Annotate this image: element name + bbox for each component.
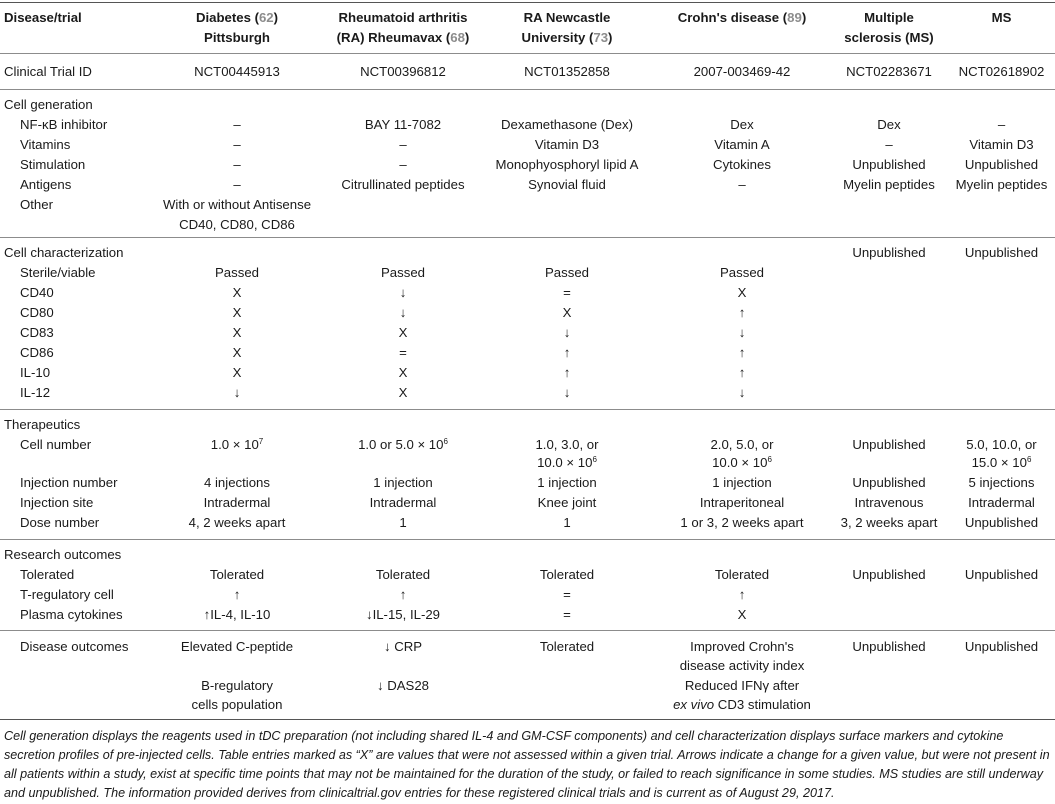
- table-cell: 1: [563, 515, 571, 530]
- char-unpublished-ms2: Unpublished: [964, 245, 1039, 260]
- table-cell: 4 injections: [204, 475, 270, 490]
- cell-number-6a: 5.0, 10.0, or: [966, 437, 1037, 452]
- table-cell: =: [399, 345, 407, 360]
- table-cell: ↑: [399, 587, 407, 602]
- table-top-rule: [0, 2, 1055, 3]
- cell-number-6b: $15.0 \times 10^6$: [971, 455, 1032, 470]
- disease-c4-b1: Reduced IFNγ after: [684, 678, 800, 693]
- ref-68[interactable]: 68: [450, 30, 465, 45]
- table-cell: 3, 2 weeks apart: [840, 515, 938, 530]
- disease-c2-b: ↓ DAS28: [376, 678, 430, 693]
- table-cell: X: [398, 365, 408, 380]
- table-cell: BAY 11-7082: [364, 117, 442, 132]
- table-cell: Intradermal: [968, 495, 1035, 510]
- table-cell: Intradermal: [369, 495, 437, 510]
- trial-id-6: NCT02618902: [958, 64, 1045, 79]
- cell-number-1: $1.0 \times 10^7$: [210, 437, 264, 452]
- section-rule: [0, 409, 1055, 410]
- stimulation-label: Stimulation: [20, 157, 86, 172]
- cell-number-3b: $10.0 \times 10^6$: [537, 455, 597, 470]
- section-rule: [0, 630, 1055, 631]
- table-cell: Monophyosphoryl lipid A: [495, 157, 639, 172]
- table-cell: ↑: [563, 365, 571, 380]
- other-line1: With or without Antisense: [162, 197, 312, 212]
- table-cell: Intraperitoneal: [699, 495, 785, 510]
- trial-id-4: 2007-003469-42: [693, 64, 791, 79]
- table-cell: –: [233, 117, 241, 132]
- ref-89[interactable]: 89: [787, 10, 802, 25]
- dose-number-label: Dose number: [20, 515, 100, 530]
- table-cell: =: [563, 285, 571, 300]
- table-cell: Unpublished: [964, 515, 1039, 530]
- table-cell: –: [885, 137, 893, 152]
- disease-c3: Tolerated: [539, 639, 595, 654]
- table-cell: Dexamethasone (Dex): [501, 117, 633, 132]
- table-cell: Myelin peptides: [843, 177, 935, 192]
- table-cell: 1 injection: [373, 475, 433, 490]
- disease-c1-a: Elevated C-peptide: [180, 639, 294, 654]
- header-sclerosis: sclerosis (MS): [844, 30, 934, 45]
- table-cell: Passed: [545, 265, 589, 280]
- header-multiple: Multiple: [864, 10, 914, 25]
- ref-62[interactable]: 62: [258, 10, 274, 25]
- table-cell: X: [232, 305, 242, 320]
- cell-number-3a: 1.0, 3.0, or: [535, 437, 599, 452]
- table-cell: =: [563, 607, 571, 622]
- header-disease-trial: Disease/trial: [4, 10, 82, 25]
- table-cell: –: [738, 177, 746, 192]
- table-cell: –: [233, 157, 241, 172]
- table-cell: Vitamin D3: [534, 137, 600, 152]
- table-cell: ↑IL-4, IL-10: [203, 607, 271, 622]
- cell-number-label: Cell number: [20, 437, 92, 452]
- trial-id-1: NCT00445913: [194, 64, 280, 79]
- char-unpublished-ms1: Unpublished: [852, 245, 926, 260]
- table-footnote: Cell generation displays the reagents used in tDC preparation (not including shared IL-4 and GM-CSF components) and cell characterization displays surface markers and cytokine secretion profiles of pre-injected cells. Table entries marked as “X” are values that were not assessed within a given trial. Arrows indicate a change for a given value, but were not present in all patients within a study, exist at specific time points that may not be maintained for the duration of the study, or failed to reach significance in some studies. MS studies are still underway and unpublished. The information provided derives from clinicaltrial.gov entries for these registered clinical trials and is current as of August 29, 2017.: [4, 729, 1050, 800]
- table-cell: ↓: [738, 385, 746, 400]
- cell-number-4a: 2.0, 5.0, or: [710, 437, 774, 452]
- disease-c2-a: ↓ CRP: [383, 639, 423, 654]
- antigens-label: Antigens: [20, 177, 72, 192]
- table-cell: Unpublished: [852, 567, 926, 582]
- table-cell: Unpublished: [852, 475, 926, 490]
- section-rule: [0, 539, 1055, 540]
- table-cell: Tolerated: [375, 567, 431, 582]
- vitamins-label: Vitamins: [20, 137, 71, 152]
- table-cell: X: [562, 305, 572, 320]
- section-title: Research outcomes: [4, 547, 122, 562]
- table-cell: Citrullinated peptides: [341, 177, 465, 192]
- table-cell: ↑: [738, 365, 746, 380]
- table-cell: Vitamin D3: [969, 137, 1034, 152]
- table-cell: X: [398, 325, 408, 340]
- table-cell: Dex: [877, 117, 901, 132]
- char-row-label: IL-10: [20, 365, 51, 380]
- table-cell: –: [233, 177, 241, 192]
- table-cell: X: [232, 325, 242, 340]
- table-cell: Tolerated: [714, 567, 770, 582]
- table-cell: ↓: [738, 325, 746, 340]
- table-cell: 1: [399, 515, 407, 530]
- table-cell: ↓: [399, 305, 407, 320]
- table-cell: ↓: [399, 285, 407, 300]
- disease-c4-a2: disease activity index: [679, 658, 805, 673]
- cell-number-2: 1.0 or $5.0 \times 10^6$: [358, 437, 448, 452]
- table-bottom-rule: [0, 719, 1055, 720]
- treg-label: T-regulatory cell: [20, 587, 114, 602]
- table-cell: =: [563, 587, 571, 602]
- trial-id-3: NCT01352858: [524, 64, 610, 79]
- cell-number-4b: $10.0 \times 10^6$: [712, 455, 772, 470]
- disease-outcomes-label: Disease outcomes: [20, 639, 129, 654]
- disease-c1-b2: cells population: [191, 697, 283, 712]
- char-row-label: CD86: [20, 345, 54, 360]
- table-cell: ↑: [738, 345, 746, 360]
- disease-c6: Unpublished: [964, 639, 1039, 654]
- header-university: University (73): [521, 30, 613, 45]
- table-cell: Unpublished: [852, 157, 926, 172]
- cell-number-5: Unpublished: [852, 437, 926, 452]
- trial-id-2: NCT00396812: [360, 64, 446, 79]
- table-cell: Passed: [381, 265, 425, 280]
- table-cell: Unpublished: [964, 157, 1039, 172]
- cytokines-label: Plasma cytokines: [20, 607, 123, 622]
- table-cell: 4, 2 weeks apart: [188, 515, 286, 530]
- disease-c5: Unpublished: [852, 639, 926, 654]
- char-row-label: IL-12: [20, 385, 51, 400]
- table-cell: Knee joint: [537, 495, 597, 510]
- table-cell: Tolerated: [539, 567, 595, 582]
- table-cell: Cytokines: [713, 157, 771, 172]
- table-cell: X: [398, 385, 408, 400]
- section-title: Cell characterization: [4, 245, 124, 260]
- header-ms: MS: [991, 10, 1012, 25]
- table-cell: Myelin peptides: [955, 177, 1048, 192]
- disease-c1-b1: B-regulatory: [201, 678, 273, 693]
- table-cell: Unpublished: [964, 567, 1039, 582]
- table-cell: –: [233, 137, 241, 152]
- injection-number-label: Injection number: [20, 475, 118, 490]
- table-cell: ↑: [563, 345, 571, 360]
- table-cell: ↑: [738, 587, 746, 602]
- table-cell: ↓: [563, 385, 571, 400]
- table-cell: –: [399, 157, 407, 172]
- header-crohns: Crohn's disease (89): [677, 10, 807, 25]
- table-cell: –: [997, 117, 1006, 132]
- table-cell: X: [737, 285, 747, 300]
- section-title: Cell generation: [4, 97, 93, 112]
- char-row-label: CD80: [20, 305, 54, 320]
- trial-id-label: Clinical Trial ID: [4, 64, 92, 79]
- table-cell: Tolerated: [209, 567, 265, 582]
- table-cell: ↓: [233, 385, 241, 400]
- section-rule: [0, 89, 1055, 90]
- char-row-label: CD83: [20, 325, 54, 340]
- injection-site-label: Injection site: [20, 495, 94, 510]
- char-row-label: Sterile/viable: [20, 265, 96, 280]
- trial-id-5: NCT02283671: [846, 64, 932, 79]
- header-pittsburgh: Pittsburgh: [204, 30, 270, 45]
- header-ra-newcastle: RA Newcastle: [523, 10, 611, 25]
- table-cell: Dex: [730, 117, 754, 132]
- table-cell: Intradermal: [203, 495, 271, 510]
- header-diabetes: Diabetes (62): [195, 10, 279, 25]
- table-cell: 1 injection: [537, 475, 597, 490]
- table-cell: –: [399, 137, 407, 152]
- char-row-label: CD40: [20, 285, 54, 300]
- table-cell: Vitamin A: [714, 137, 770, 152]
- table-cell: 1 or 3, 2 weeks apart: [680, 515, 804, 530]
- table-cell: X: [232, 345, 242, 360]
- table-cell: 5 injections: [968, 475, 1035, 490]
- table-cell: Intravenous: [854, 495, 924, 510]
- section-title: Therapeutics: [4, 417, 81, 432]
- ref-73[interactable]: 73: [593, 30, 609, 45]
- disease-c4-a1: Improved Crohn's: [690, 639, 794, 654]
- table-cell: ↑: [233, 587, 241, 602]
- table-cell: 1 injection: [712, 475, 772, 490]
- other-line2: CD40, CD80, CD86: [179, 217, 295, 232]
- table-cell: Passed: [720, 265, 764, 280]
- table-cell: X: [232, 285, 242, 300]
- table-cell: ↓IL-15, IL-29: [365, 607, 441, 622]
- tolerated-label: Tolerated: [20, 567, 75, 582]
- table-cell: Passed: [215, 265, 259, 280]
- header-rheumavax: (RA) Rheumavax (68): [336, 30, 470, 45]
- nfkb-label: NF-κB inhibitor: [20, 117, 108, 132]
- table-cell: X: [737, 607, 747, 622]
- header-ra-line1: Rheumatoid arthritis: [338, 10, 468, 25]
- section-rule: [0, 237, 1055, 238]
- table-cell: ↓: [563, 325, 571, 340]
- table-cell: ↑: [738, 305, 746, 320]
- disease-c4-b2: ex vivo CD3 stimulation: [673, 697, 811, 712]
- table-cell: Synovial fluid: [528, 177, 606, 192]
- header-rule: [0, 53, 1055, 54]
- table-cell: X: [232, 365, 242, 380]
- other-label: Other: [20, 197, 53, 212]
